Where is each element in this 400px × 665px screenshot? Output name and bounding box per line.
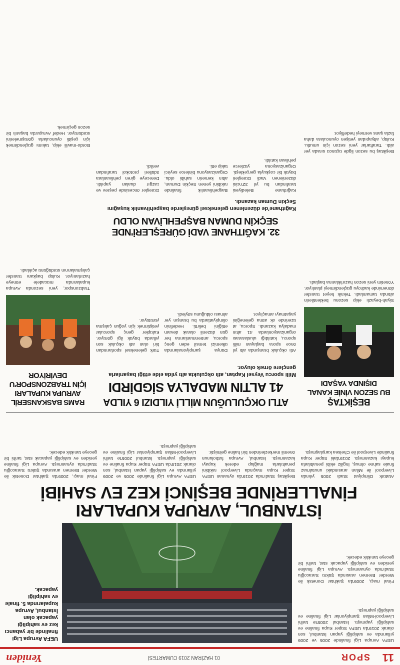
main-story-column: UEFA Avrupa Ligi finalinde 2005 ve 2009 yıllarında ev sahipliği yapan İstanbul, son olarak 2019'da UEFA Süper Kupa finaline ev sahipliği yapmıştı. İstanbul 2005'te tarihi Liverpool-Milan Şampiyonlar Ligi finaline ev sahipliği yapmıştı. — [103, 444, 196, 479]
main-story-headline — [4, 483, 394, 519]
stadium-photo — [62, 523, 292, 643]
page-header — [0, 647, 400, 665]
main-story-columns — [4, 417, 394, 479]
wrestling-kicker: Kağıthane'de düzenlenen geleneksel güreşlerde başpehlivanlık kuşağını Seçkin Duman kazandı. — [107, 198, 296, 211]
trabzon-headline-line-4: DEVİRİYOR — [28, 371, 68, 380]
wrestling-column: Güreşler öncesinde peşrev ve cazgır duaları yapıldı. Dereceye giren pehlivanlara ödülleri protokol tarafından verildi. — [96, 164, 160, 193]
wrestling-columns — [96, 7, 296, 193]
besiktas-image — [304, 307, 394, 377]
main-story-kicker: UEFA Avrupa Ligi finalinde bir yabancı kez ev sahipliği yapacak olan İstanbul, Avrupa kupalarında 5. finale ev sahipliği yapacak. — [4, 586, 58, 641]
besiktas-headline-line-2: BU SEZON VİNİE KANAL — [307, 388, 391, 397]
archery-headline — [96, 380, 296, 407]
archery-columns — [96, 243, 296, 353]
besiktas-headline-line-3: DIŞINDA YAŞADI — [321, 379, 377, 388]
trabzon-text — [6, 7, 90, 291]
wrestling-headline-line-1: 32. KAĞITHANE VADİ GÜREŞLERİ'NDE — [112, 226, 280, 237]
main-headline-line-2: FİNALLERİNDE BEŞİNCİ KEZ EV SAHİBİ — [40, 483, 358, 502]
besiktas-headline — [304, 379, 394, 407]
archery-headline-line-2: 41 ALTIN MADALYA SİGDİRDI — [108, 380, 284, 395]
archery-column: Dünya şampiyonalarında ülkemizi temsil eden genç sporcu, antrenmanlarına her gün düzenli olarak devam ettiğini belirtti. Hedefinin olimpiyatlarda bu branşın yer alması olduğunu söyledi. — [164, 312, 228, 353]
issue-date: 01 HAZİRAN 2019 CUMARTESİ — [147, 654, 220, 660]
besiktas-photo — [304, 307, 394, 377]
main-story-text-left — [298, 523, 394, 643]
wrestling-column: Başpehlivanlık finalinde rakibini yenen Seçkin Duman, altın kemerin sahibi oldu. Organizasyonu binlerce seyirci takip etti. — [164, 164, 228, 193]
main-story-column: UEFA Avrupa Ligi finalinde 2005 ve 2009 yıllarında ev sahipliği yapan İstanbul, son olarak 2019'da UEFA Süper Kupa finaline ev sahipliği yapmıştı. İstanbul 2005'te tarihi Liverpool-Milan Şampiyonlar Ligi finaline ev sahipliği yapmıştı. — [298, 608, 394, 643]
trabzon-column: Trabzonspor, yeni sezonda Avrupa kupalarında mücadele etmeye hazırlanıyor. Kulüp başkanı transfer çalışmalarının sürdüğünü açıkladı. — [6, 268, 90, 291]
page-number: 11 — [382, 651, 394, 663]
trabzon-headline — [6, 371, 90, 407]
besiktas-column: Siyah-beyazlı ekip sezonu beklentilerin altında tamamladı. Teknik heyet transfer döneminde kadroyu güçlendirmeyi planlıyor. Yönetim yeni sezon hazırlıklarına başladı. — [304, 280, 394, 303]
trabzon-headline-line-2: AVRUPA KUPALARI — [14, 389, 82, 398]
archery-kicker: Milli sporcu Veysel Kaptan, atlı okçulukta altı yılda elde ettiği başarılarla gençlere örnek oluyor. — [108, 364, 296, 377]
main-story-column: Atatürk Olimpiyat Stadı 2005 yılında Liverpool ile Milan arasındaki unutulmaz finale sahne olmuş, İngiliz ekibi penaltılarla kupayı kazanmıştı. 2019'daki Süper Kupa finalinde Liverpool ile Chelsea karşılaşmıştı. — [301, 450, 394, 479]
stadium-image — [62, 523, 292, 643]
wrestling-column: Kağıthane Belediyesi tarafından bu yıl 32'ncisi düzenlenen Vadi Güreşleri büyük bir coşkuyla gerçekleşti. Organizasyona yüzlerce pehlivan katıldı. — [232, 158, 296, 193]
besiktas-text — [304, 7, 394, 303]
section-name: SPOR — [340, 652, 370, 662]
archery-headline-line-1: ATLI OKÇULUĞUN MİLLİ YILDIZI 6 YILDA — [103, 396, 289, 407]
section-divider — [6, 412, 394, 413]
archery-column: Atlı okçuluk branşında altı yıl önce spora başlayan milli sporcu, katıldığı uluslararası organizasyonlarda 41 altın madalya kazandı. Sporcu, at üzerinde ok atma geleneğini yaşatmayı amaçlıyor. — [232, 312, 296, 353]
trabzon-column: Bordo-mavili ekip, takımı güçlendirmek için çeşitli oyuncularla görüşmelerini sürdürüyor. Hedef Avrupa'da başarılı bir sezon geçirmek. — [6, 125, 90, 148]
archery-column: Türk geleneksel sporlarından biri olan atlı okçuluk son yıllarda büyük ilgi görüyor. Kulüpler genç sporcular yetiştirmek için yoğun çalışma yürütüyor. — [96, 318, 160, 353]
trabzon-headline-line-1: RAMS BASKANSERİL — [11, 398, 85, 407]
main-story-column: Final maçı, 2009'da Şakhtar Donetsk ile Werder Bremen arasında Şükrü Saracoğlu Stadı'nda oynanmıştı. Avrupa Ligi finaline yeniden ev sahipliği yapacak stat, tarihi bir geceye tanıklık edecek. — [4, 450, 97, 479]
main-story-column: Final maçı, 2009'da Şakhtar Donetsk ile Werder Bremen arasında Şükrü Saracoğlu Stadı'nda oynanmıştı. Avrupa Ligi finaline yeniden ev sahipliği yapacak stat, tarihi bir geceye tanıklık edecek. — [298, 555, 394, 584]
trabzon-headline-line-3: İÇİN TRABZONSPOR'U — [9, 380, 87, 389]
main-headline-line-1: İSTANBUL, AVRUPA KUPALARI — [76, 501, 322, 520]
besiktas-headline-line-1: BEŞİKTAŞ — [327, 397, 371, 407]
trabzon-photo — [6, 295, 90, 365]
trabzon-image — [6, 295, 90, 365]
wrestling-headline — [96, 215, 296, 237]
besiktas-column: Beşiktaş bu sezon ligde üçüncü sırada yer aldı. Taraftarlar yeni sezon için umutlu. Kulüp, altyapıdan yetişen oyunculara daha fazla şans vermeyi hedefliyor. — [304, 131, 394, 154]
main-story-column: Beşiktaş Stadı'nda 2019'da oynanan UEFA Süper Kupa maçında Liverpool rakibini penaltılarla mağlup ederek kupayı kazanmıştı. İstanbul, Avrupa futbolunun önemli merkezlerinden biri haline gelmiştir. — [202, 450, 295, 479]
newspaper-logo: Yeniden — [6, 652, 43, 664]
wrestling-headline-line-2: SEÇKİN DUMAN BAŞPEHLİVAN OLDU — [113, 215, 279, 226]
